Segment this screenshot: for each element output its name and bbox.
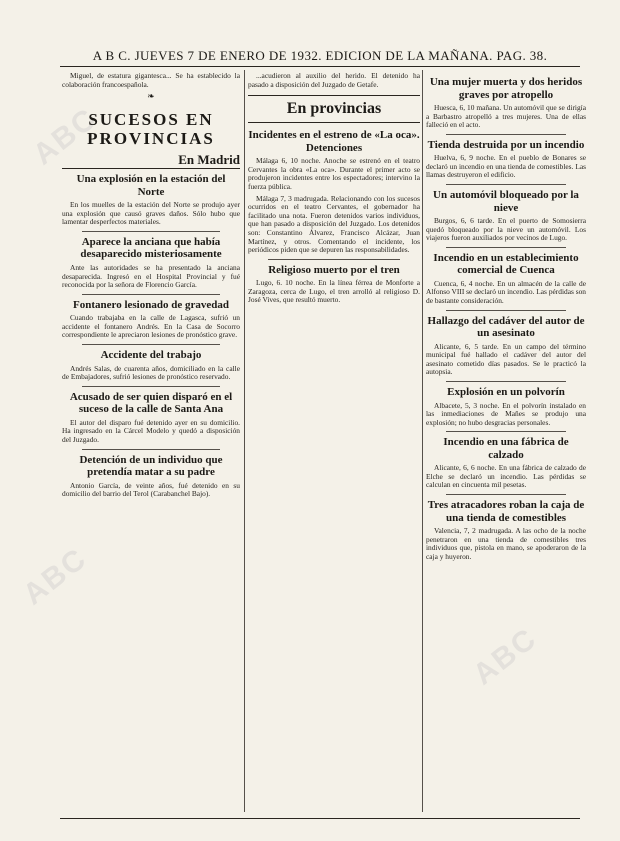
divider	[446, 494, 566, 495]
story-body: Cuenca, 6, 4 noche. En un almacén de la calle de Alfonso VIII se declaró un incendio. Las pérdidas son de bastante consideración.	[426, 278, 586, 306]
story-body: Lugo, 6. 10 noche. En la línea férrea de Monforte a Zaragoza, cerca de Lugo, el tren arrolló al religioso D. José Vives, que resultó muerto.	[248, 278, 420, 305]
divider	[446, 431, 566, 432]
watermark-text: ABC	[27, 101, 104, 172]
story-headline: Religioso muerto por el tren	[268, 263, 400, 276]
section-label-madrid: En Madrid	[62, 152, 240, 169]
column-3	[426, 72, 586, 563]
story-headline: Fontanero lesionado de gravedad	[73, 298, 229, 311]
divider	[82, 231, 220, 232]
story-headline: Una mujer muerta y dos heridos graves por atropello	[429, 76, 583, 101]
story-body: Málaga 7, 3 madrugada. Relacionando con los sucesos ocurridos en el teatro Cervantes, el gobernador ha facilitado una nota. Fueron detenidos varios individuos, que han pasado a disposición del Juzgado. Los detenidos son: Constantino Álvarez, Francisco Alcázar, Juan Martínez, y otros. Comentando el incidente, los periódicos piden que se depuren las responsabilidades.	[248, 193, 420, 255]
divider	[82, 344, 220, 345]
story-headline: Explosión en un polvorín	[447, 386, 565, 398]
story-body: El autor del disparo fué detenido ayer en su domicilio. Ha ingresado en la Cárcel Modelo y quedó a disposición del Juzgado.	[62, 417, 240, 444]
story-body: Burgos, 6, 6 tarde. En el puerto de Somosierra quedó bloqueado por la nieve un automóvil. Los viajeros fueron auxiliados por vecinos de Lugo.	[426, 216, 586, 243]
divider	[446, 310, 566, 311]
column-divider	[244, 70, 245, 812]
intro-paragraph: Miguel, de estatura gigantesca... Se ha establecido la colaboración francoespañola.	[62, 72, 240, 89]
watermark-text: ABC	[17, 541, 94, 612]
column-2	[248, 72, 420, 308]
story-body: En los muelles de la estación del Norte se produjo ayer una explosión que causó graves daños. Sólo hubo que lamentar desperfectos materiales.	[62, 200, 240, 227]
story-headline: Tres atracadores roban la caja de una tienda de comestibles	[427, 499, 585, 524]
story-body: Antonio García, de veinte años, fué detenido en su domicilio del barrio del Terol (Carabanchel Bajo).	[62, 480, 240, 499]
column-1	[62, 72, 240, 502]
story-headline: Detención de un individuo que pretendía matar a su padre	[79, 453, 223, 478]
story-body: Alicante, 6, 5 tarde. En un campo del término municipal fué hallado el cadáver del autor del asesinato cometido días pasados. Se le practicó la autopsia.	[426, 341, 586, 377]
story-headline: Aparece la anciana que había desaparecido misteriosamente	[80, 235, 222, 261]
story-headline: Tienda destruida por un incendio	[427, 138, 585, 151]
story-headline: Un automóvil bloqueado por la nieve	[433, 189, 579, 214]
story-body: Alicante, 6, 6 noche. En una fábrica de calzado de Elche se declaró un incendio. Las pérdidas se calculan en cincuenta mil pesetas.	[426, 463, 586, 490]
divider	[446, 134, 566, 135]
story-body: Cuando trabajaba en la calle de Lagasca, sufrió un accidente el fontanero Andrés. En la Casa de Socorro correspondiente le apreciaron lesiones de pronóstico grave.	[62, 313, 240, 340]
story-body: Valencia, 7, 2 madrugada. A las ocho de la noche penetraron en una tienda de comestibles tres individuos que, pistola en mano, se apoderaron de la caja y huyeron.	[426, 526, 586, 561]
footer-rule	[60, 818, 580, 819]
story-headline: Hallazgo del cadáver del autor de un asesinato	[427, 314, 585, 340]
story-headline: Accidente del trabajo	[100, 349, 202, 362]
intro-paragraph: ...acudieron al auxilio del herido. El detenido ha pasado a disposición del Juzgado de Getafe.	[248, 72, 420, 89]
story-headline: Incidentes en el estreno de «La oca». Detenciones	[248, 129, 420, 154]
header-rule	[60, 66, 580, 67]
section-banner-provincias: En provincias	[248, 95, 420, 123]
watermark-text: ABC	[467, 621, 544, 692]
ornament: ❧	[147, 92, 155, 103]
story-body: Andrés Salas, de cuarenta años, domiciliado en la calle de Embajadores, sufrió lesiones de pronóstico reservado.	[62, 363, 240, 382]
story-body: Málaga 6, 10 noche. Anoche se estrenó en el teatro Cervantes la obra «La oca». Durante el primer acto se produjeron incidentes entre los espectadores; intervino la fuerza pública.	[248, 156, 420, 191]
big-headline: SUCESOS EN PROVINCIAS	[87, 110, 215, 149]
story-body: Ante las autoridades se ha presentado la anciana desaparecida. Ingresó en el Hospital Provincial y fué reconocida por la señora de Florencio García.	[62, 262, 240, 290]
story-headline: Acusado de ser quien disparó en el suceso de la calle de Santa Ana	[69, 390, 233, 416]
story-body: Huelva, 6, 9 noche. En el pueblo de Bonares se declaró un incendio en una tienda de comestibles. Las llamas destruyeron el edificio.	[426, 153, 586, 180]
running-head: A B C. JUEVES 7 DE ENERO DE 1932. EDICION DE LA MAÑANA. PAG. 38.	[92, 48, 548, 63]
story-headline: Una explosión en la estación del Norte	[76, 173, 226, 198]
divider	[82, 386, 220, 387]
divider	[82, 294, 220, 295]
divider	[268, 259, 400, 260]
divider	[446, 184, 566, 185]
story-headline: Incendio en una fábrica de calzado	[443, 436, 569, 461]
divider	[446, 381, 566, 382]
column-divider	[422, 70, 423, 812]
story-headline: Incendio en un establecimiento comercial de Cuenca	[433, 251, 579, 277]
story-body: Huesca, 6, 10 mañana. Un automóvil que se dirigía a Barbastro atropelló a tres mujeres. Una de ellas falleció en el acto.	[426, 103, 586, 130]
divider	[446, 247, 566, 248]
story-body: Albacete, 5, 3 noche. En el polvorín instalado en las inmediaciones de Mañes se produjo una explosión; no hubo desgracias personales.	[426, 400, 586, 427]
divider	[82, 449, 220, 450]
